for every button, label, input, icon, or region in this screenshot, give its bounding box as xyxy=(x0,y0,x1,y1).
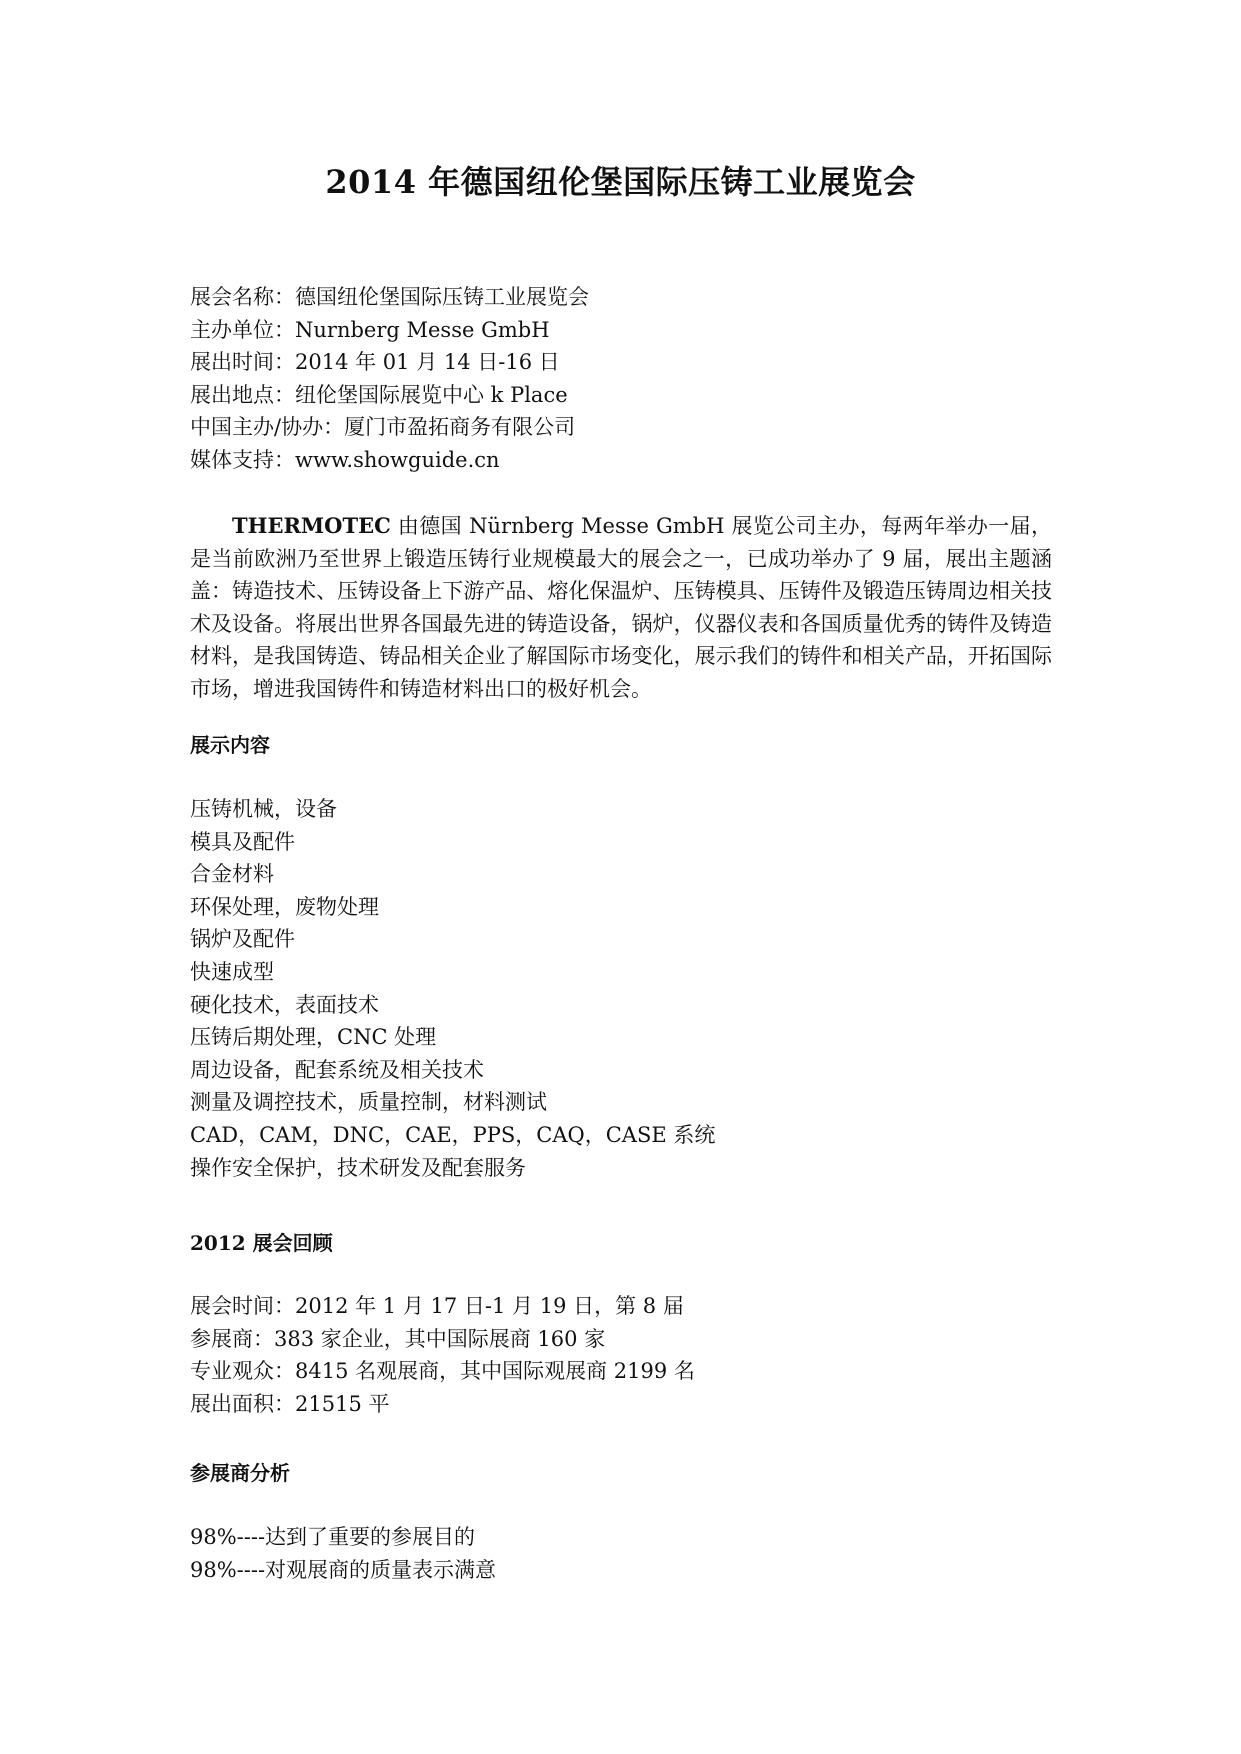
analysis-list xyxy=(190,1521,496,1586)
info-line-china-organizer: 中国主办/协办：厦门市盈拓商务有限公司 xyxy=(190,415,576,439)
section-heading-review: 2012 展会回顾 xyxy=(190,1231,333,1255)
section-heading-exhibits: 展示内容 xyxy=(190,733,270,757)
list-item: 压铸机械，设备 xyxy=(190,797,337,821)
list-item: 测量及调控技术，质量控制，材料测试 xyxy=(190,1090,547,1115)
list-item: 硬化技术，表面技术 xyxy=(190,992,379,1017)
event-info-block xyxy=(190,281,589,476)
info-line-date: 展出时间：2014 年 01 月 14 日-16 日 xyxy=(190,350,560,374)
info-line-media: 媒体支持：www.showguide.cn xyxy=(190,447,500,472)
list-item: 展会时间：2012 年 1 月 17 日-1 月 19 日，第 8 届 xyxy=(190,1294,684,1318)
list-item: 合金材料 xyxy=(190,862,274,887)
list-item: 专业观众：8415 名观展商，其中国际观展商 2199 名 xyxy=(190,1359,695,1384)
review-list xyxy=(190,1290,695,1420)
list-item: 压铸后期处理，CNC 处理 xyxy=(190,1025,437,1050)
section-heading-analysis: 参展商分析 xyxy=(190,1461,290,1485)
list-item: CAD，CAM，DNC，CAE，PPS，CAQ，CASE 系统 xyxy=(190,1122,716,1147)
exhibits-list xyxy=(190,793,715,1184)
intro-lead: THERMOTEC xyxy=(232,513,391,538)
document-title: 2014 年德国纽伦堡国际压铸工业展览会 xyxy=(325,163,916,201)
list-item: 98%----达到了重要的参展目的 xyxy=(190,1525,476,1549)
intro-paragraph xyxy=(190,510,1052,705)
list-item: 98%----对观展商的质量表示满意 xyxy=(190,1557,497,1582)
list-item: 环保处理，废物处理 xyxy=(190,894,379,919)
info-line-name: 展会名称：德国纽伦堡国际压铸工业展览会 xyxy=(190,285,589,309)
list-item: 展出面积：21515 平 xyxy=(190,1391,390,1416)
list-item: 参展商：383 家企业，其中国际展商 160 家 xyxy=(190,1326,606,1351)
list-item: 锅炉及配件 xyxy=(190,927,295,952)
list-item: 操作安全保护，技术研发及配套服务 xyxy=(190,1155,526,1180)
list-item: 快速成型 xyxy=(190,959,274,984)
intro-text: 由德国 Nürnberg Messe GmbH 展览公司主办，每两年举办一届，是当前欧洲乃至世界上锻造压铸行业规模最大的展会之一，已成功举办了 9 届，展出主题涵盖：铸造技术、压铸设备上下游产品、熔化保温炉、压铸模具、压铸件及锻造压铸周边相关技术及设备。将展出世界各国最先进的铸造设备，锅炉，仪器仪表和各国质量优秀的铸件及铸造材料，是我国铸造、铸品相关企业了解国际市场变化，展示我们的铸件和相关产品，开拓国际市场，增进我国铸件和铸造材料出口的极好机会。 xyxy=(190,514,1052,701)
info-line-venue: 展出地点：纽伦堡国际展览中心 k Place xyxy=(190,382,568,407)
list-item: 模具及配件 xyxy=(190,829,295,854)
info-line-organizer: 主办单位：Nurnberg Messe GmbH xyxy=(190,317,550,342)
list-item: 周边设备，配套系统及相关技术 xyxy=(190,1057,484,1082)
